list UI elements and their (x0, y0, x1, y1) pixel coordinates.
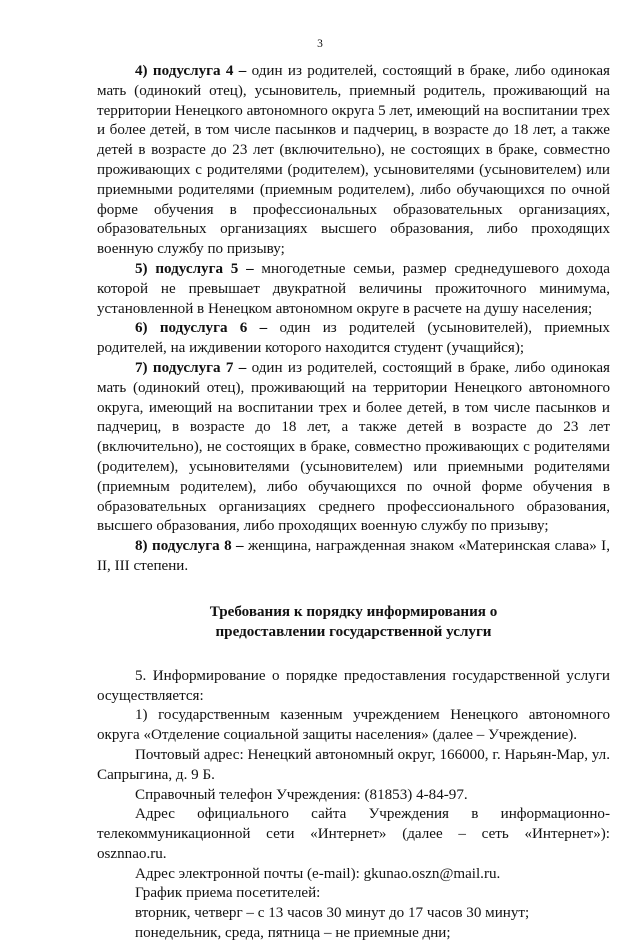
subservice-label: 7) подуслуга 7 – (135, 359, 247, 376)
subservice-label: 8) подуслуга 8 – (135, 538, 244, 555)
list-item (97, 62, 610, 260)
subservice-text: один из родителей, состоящий в браке, либо одинокая мать (одинокий отец), проживающий на территории Ненецкого автономного округа, имеющий на воспитании трех и более детей, в том числе пасынков и падчериц, в возрасте до 18 лет, а также детей в возрасте до 23 лет (включительно), не состоящих в браке, совместно проживающих с родителями (родителем), усыновителями (усыновителем) или приемными родителями (приемным родителем), либо обучающихся по очной форме обучения в образовательных организациях среднего профессионального образования, высшего образования, либо проходящих военную службу по призыву; (97, 359, 610, 535)
subservice-label: 4) подуслуга 4 – (135, 63, 247, 79)
info-paragraph: График приема посетителей: (135, 885, 321, 902)
list-item (97, 319, 610, 359)
subservice-label: 6) подуслуга 6 – (135, 320, 268, 337)
section-heading-line: предоставлении государственной услуги (215, 623, 492, 640)
section-heading-line: Требования к порядку информирования о (209, 603, 498, 620)
list-item (97, 359, 610, 537)
list-item (97, 260, 610, 319)
subservice-text: женщина, награжденная знаком «Материнская слава» I, II, III степени. (97, 538, 610, 574)
info-paragraph: понедельник, среда, пятница – не приемные дни; (135, 925, 451, 942)
info-paragraph: Адрес электронной почты (e-mail): gkunao.oszn@mail.ru. (135, 865, 501, 882)
document-body (97, 62, 610, 944)
info-paragraph: Почтовый адрес: Ненецкий автономный округ, 166000, г. Нарьян-Мар, ул. Сапрыгина, д. 9 Б. (97, 746, 610, 783)
info-paragraph: Адрес официального сайта Учреждения в информационно-телекоммуникационной сети «Интернет» (далее – сеть «Интернет»): osznnao.ru. (97, 806, 610, 862)
page-number: 3 (317, 38, 323, 50)
info-paragraph: вторник, четверг – с 13 часов 30 минут до 17 часов 30 минут; (135, 905, 530, 922)
section-heading (97, 602, 610, 642)
list-item (97, 537, 610, 577)
info-paragraph: 5. Информирование о порядке предоставления государственной услуги осуществляется: (97, 667, 610, 704)
subservice-text: один из родителей (усыновителей), приемных родителей, на иждивении которого находится студент (учащийся); (97, 320, 610, 357)
info-paragraph: Справочный телефон Учреждения: (81853) 4-84-97. (135, 786, 468, 803)
info-paragraph: 1) государственным казенным учреждением Ненецкого автономного округа «Отделение социальной защиты населения» (далее – Учреждение). (97, 707, 610, 744)
subservice-label: 5) подуслуга 5 – (135, 260, 254, 277)
subservice-text: один из родителей, состоящий в браке, либо одинокая мать (одинокий отец), усыновитель, приемный родитель, проживающий на территории Ненецкого автономного округа 5 лет, имеющий на воспитании трех и более детей, в том числе пасынков и падчериц, в возрасте до 18 лет, а также детей в возрасте до 23 лет (включительно), не состоящих в браке, совместно проживающих с родителями (родителем), усыновителями (усыновителем) или приемными родителями (приемным родителем), либо обучающихся по очной форме обучения в профессиональных образовательных организациях, образовательных организациях высшего образования, либо проходящих военную службу по призыву; (97, 63, 610, 258)
subservice-text: многодетные семьи, размер среднедушевого дохода которой не превышает двукратной величины прожиточного минимума, установленной в Ненецком автономном округе в расчете на душу населения; (97, 260, 610, 317)
